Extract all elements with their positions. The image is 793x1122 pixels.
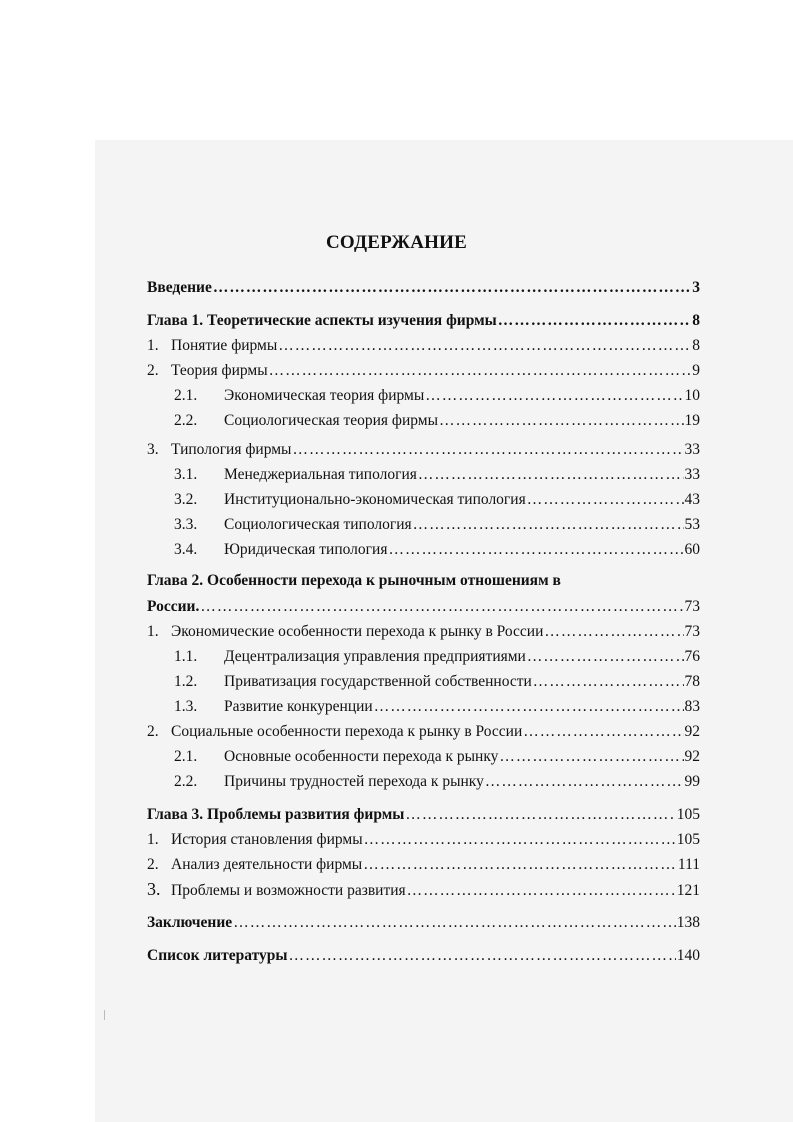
toc-entry-number: 3. <box>147 879 161 899</box>
toc-page-number: 33 <box>684 441 700 458</box>
toc-subsection-1-3-1[interactable] <box>147 462 700 487</box>
leader-dots <box>269 358 692 383</box>
toc-entry-number: 2.1. <box>174 387 198 404</box>
leader-dots <box>288 943 675 968</box>
toc-page-number: 111 <box>677 856 700 873</box>
toc-section-3-2[interactable] <box>147 852 700 877</box>
toc-section-1-2[interactable] <box>147 358 700 383</box>
toc-entry-text: Анализ деятельности фирмы <box>171 856 363 873</box>
toc-page-number: 76 <box>684 648 700 665</box>
toc-entry-number: 3.2. <box>174 491 198 508</box>
toc-entry-text: Причины трудностей перехода к рынку <box>224 773 484 790</box>
toc-subsection-2-1-2[interactable] <box>147 669 700 694</box>
toc-entry-text: История становления фирмы <box>171 831 363 848</box>
toc-chapter-1[interactable] <box>147 308 700 333</box>
toc-entry-number: 2.2. <box>174 773 198 790</box>
toc-entry-text: Глава 1. Теоретические аспекты изучения фирмы <box>147 312 497 329</box>
toc-subsection-2-2-2[interactable] <box>147 769 700 794</box>
toc-entry-number: 2.1. <box>174 748 198 765</box>
toc-entry-text: Развитие конкуренции <box>224 698 373 715</box>
toc-subsection-1-3-3[interactable] <box>147 512 700 537</box>
toc-page-number: 99 <box>684 773 700 790</box>
toc-entry-number: 3.1. <box>174 466 198 483</box>
leader-dots <box>388 537 683 562</box>
toc-entry-text: Основные особенности перехода к рынку <box>224 748 499 765</box>
toc-chapter-3[interactable] <box>147 802 700 827</box>
leader-dots <box>413 512 684 537</box>
toc-entry-text: Юридическая типология <box>224 541 388 558</box>
toc-entry-text: Экономическая теория фирмы <box>224 387 425 404</box>
toc-page-number: 3 <box>692 279 700 296</box>
leader-dots <box>425 383 683 408</box>
toc-subsection-2-1-3[interactable] <box>147 694 700 719</box>
toc-entry-number: 1. <box>147 623 159 640</box>
leader-dots <box>498 308 691 333</box>
toc-entry-text: Децентрализация управления предприятиями <box>224 648 526 665</box>
leader-dots <box>363 852 677 877</box>
leader-dots <box>527 644 684 669</box>
toc-entry-text: Заключение <box>147 914 233 931</box>
toc-entry-number: 1.1. <box>174 648 198 665</box>
toc-entry-text: Глава 3. Проблемы развития фирмы <box>147 806 405 823</box>
toc-entry-text: Социологическая типология <box>224 516 412 533</box>
toc-page-number: 138 <box>676 914 700 931</box>
toc-section-3-3[interactable] <box>147 877 700 902</box>
toc-section-3-1[interactable] <box>147 827 700 852</box>
toc-entry-number: 2. <box>147 856 159 873</box>
toc-page-number: 92 <box>684 723 700 740</box>
toc-entry-number: 2.2. <box>174 412 198 429</box>
leader-dots <box>485 769 684 794</box>
toc-entry-conclusion[interactable] <box>147 910 700 935</box>
toc-page-number: 121 <box>676 882 700 899</box>
toc-entry-text: России. <box>147 598 200 615</box>
toc-page-number: 33 <box>684 466 700 483</box>
toc-section-1-1[interactable] <box>147 333 700 358</box>
toc-entry-text: Глава 2. Особенности перехода к рыночным отношениям в <box>147 572 561 589</box>
toc-page-number: 8 <box>692 312 700 329</box>
toc-entry-text: Социологическая теория фирмы <box>224 412 439 429</box>
toc-page-number: 105 <box>676 806 700 823</box>
toc-entry-text: Социальные особенности перехода к рынку в России <box>171 723 523 740</box>
toc-subsection-2-2-1[interactable] <box>147 744 700 769</box>
toc-subsection-1-2-1[interactable] <box>147 383 700 408</box>
toc-page-number: 9 <box>692 362 700 379</box>
toc-entry-number: 3.4. <box>174 541 198 558</box>
toc-section-2-2[interactable] <box>147 719 700 744</box>
toc-entry-intro[interactable] <box>147 275 700 300</box>
leader-dots <box>439 408 683 433</box>
leader-dots <box>278 333 691 358</box>
leader-dots <box>418 462 684 487</box>
toc-chapter-2[interactable] <box>147 568 700 594</box>
toc-page-number: 10 <box>684 387 700 404</box>
toc-page-number: 83 <box>684 698 700 715</box>
toc-subsection-1-2-2[interactable] <box>147 408 700 433</box>
toc-section-1-3[interactable] <box>147 437 700 462</box>
leader-dots <box>499 744 683 769</box>
toc-page-number: 105 <box>676 831 700 848</box>
toc-page-number: 8 <box>692 337 700 354</box>
toc-entry-text: Проблемы и возможности развития <box>171 882 406 899</box>
leader-dots <box>200 594 683 619</box>
toc-entry-text: Понятие фирмы <box>171 337 278 354</box>
leader-dots <box>292 437 683 462</box>
table-of-contents <box>147 275 700 968</box>
toc-page-number: 43 <box>684 491 700 508</box>
leader-dots <box>544 619 683 644</box>
toc-entry-number: 1. <box>147 831 159 848</box>
toc-entry-text: Менеджериальная типология <box>224 466 417 483</box>
toc-subsection-2-1-1[interactable] <box>147 644 700 669</box>
leader-dots <box>533 669 684 694</box>
leader-dots <box>364 827 676 852</box>
toc-entry-text: Теория фирмы <box>171 362 268 379</box>
leader-dots <box>405 802 675 827</box>
toc-page-number: 78 <box>684 673 700 690</box>
toc-subsection-1-3-4[interactable] <box>147 537 700 562</box>
toc-entry-text: Типология фирмы <box>171 441 292 458</box>
toc-page-number: 19 <box>684 412 700 429</box>
toc-page-number: 53 <box>684 516 700 533</box>
toc-entry-text: Введение <box>147 279 212 296</box>
leader-dots <box>407 878 676 903</box>
toc-entry-text: Экономические особенности перехода к рынку в России <box>171 623 544 640</box>
leader-dots <box>523 719 683 744</box>
toc-entry-number: 1.2. <box>174 673 198 690</box>
leader-dots <box>213 275 691 300</box>
toc-section-2-1[interactable] <box>147 619 700 644</box>
toc-entry-number: 2. <box>147 723 159 740</box>
toc-entry-text: Институционально-экономическая типология <box>224 491 526 508</box>
toc-chapter-2-continued[interactable] <box>147 594 700 619</box>
page-title: СОДЕРЖАНИЕ <box>326 232 467 253</box>
toc-entry-text: Список литературы <box>147 947 288 964</box>
toc-entry-number: 3.3. <box>174 516 198 533</box>
toc-entry-number: 1. <box>147 337 159 354</box>
toc-page-number: 60 <box>684 541 700 558</box>
toc-page-number: 73 <box>684 598 700 615</box>
toc-entry-number: 3. <box>147 441 159 458</box>
toc-page-number: 73 <box>684 623 700 640</box>
leader-dots <box>374 694 684 719</box>
toc-page-number: 140 <box>676 947 700 964</box>
leader-dots <box>527 487 684 512</box>
toc-entry-number: 1.3. <box>174 698 198 715</box>
leader-dots <box>233 910 676 935</box>
toc-entry-references[interactable] <box>147 943 700 968</box>
toc-subsection-1-3-2[interactable] <box>147 487 700 512</box>
toc-entry-text: Приватизация государственной собственности <box>224 673 532 690</box>
toc-entry-number: 2. <box>147 362 159 379</box>
toc-page-number: 92 <box>684 748 700 765</box>
